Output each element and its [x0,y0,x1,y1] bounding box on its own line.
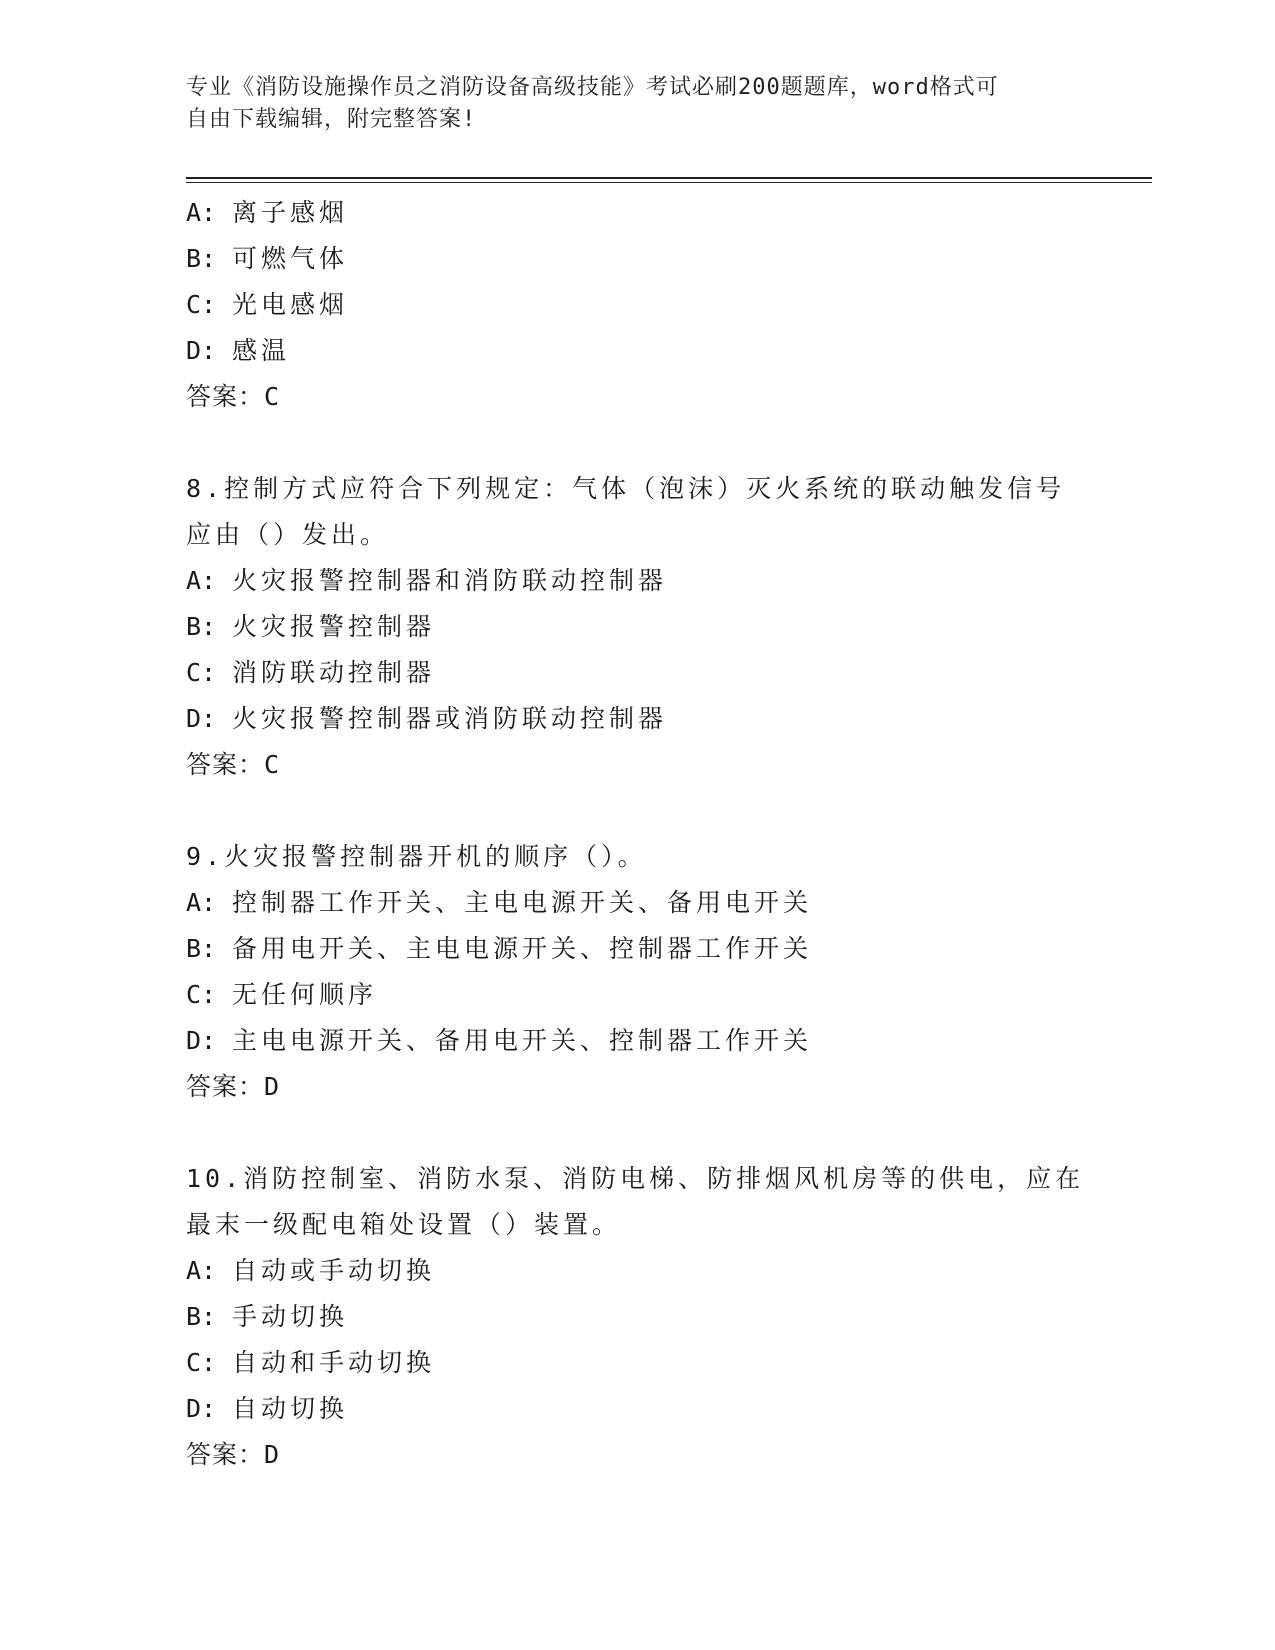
option-key: D: [186,1026,217,1055]
option-text: 火灾报警控制器和消防联动控制器 [232,566,668,595]
option-d [186,1018,1152,1064]
option-c [186,1340,1152,1386]
option-key: C: [186,980,217,1009]
question-stem: 最末一级配电箱处设置（）装置。 [186,1210,622,1239]
spacer [186,788,1152,834]
option-key: C: [186,1348,217,1377]
option-a [186,190,1152,236]
option-a [186,880,1152,926]
answer-line: 答案：C [186,382,281,411]
option-key: B: [186,934,217,963]
question-stem: 10.消防控制室、消防水泵、消防电梯、防排烟风机房等的供电，应在 [186,1164,1085,1193]
option-text: 光电感烟 [232,290,349,319]
header-divider [186,177,1152,183]
option-a [186,558,1152,604]
answer-line: 答案：D [186,1072,281,1101]
spacer [186,1110,1152,1156]
option-text: 自动切换 [232,1394,349,1423]
option-text: 主电电源开关、备用电开关、控制器工作开关 [232,1026,813,1055]
answer-line: 答案：D [186,1440,281,1469]
header-line-1: 专业《消防设施操作员之消防设备高级技能》考试必刷200题题库，word格式可 [186,75,999,100]
answer-line: 答案：C [186,750,281,779]
option-a [186,1248,1152,1294]
option-c [186,282,1152,328]
option-text: 无任何顺序 [232,980,378,1009]
option-b [186,926,1152,972]
option-text: 感温 [232,336,291,365]
option-text: 火灾报警控制器或消防联动控制器 [232,704,668,733]
option-key: D: [186,704,217,733]
question-list [186,190,1152,1478]
option-key: C: [186,290,217,319]
option-text: 自动或手动切换 [232,1256,436,1285]
option-key: B: [186,1302,217,1331]
option-b [186,236,1152,282]
option-key: A: [186,888,217,917]
question-block-9 [186,834,1152,1110]
option-key: D: [186,1394,217,1423]
option-c [186,650,1152,696]
option-text: 消防联动控制器 [232,658,436,687]
document-header [186,72,1066,136]
question-stem: 应由（）发出。 [186,520,390,549]
option-text: 控制器工作开关、主电电源开关、备用电开关 [232,888,813,917]
question-block-7 [186,190,1152,420]
option-key: B: [186,244,217,273]
option-key: D: [186,336,217,365]
option-d [186,1386,1152,1432]
option-text: 离子感烟 [232,198,349,227]
header-line-2: 自由下载编辑，附完整答案! [186,107,477,132]
option-d [186,328,1152,374]
option-key: A: [186,1256,217,1285]
option-text: 备用电开关、主电电源开关、控制器工作开关 [232,934,813,963]
option-b [186,604,1152,650]
question-block-8 [186,466,1152,788]
option-c [186,972,1152,1018]
option-d [186,696,1152,742]
option-key: A: [186,566,217,595]
question-stem: 8.控制方式应符合下列规定：气体（泡沫）灭火系统的联动触发信号 [186,474,1066,503]
option-text: 可燃气体 [232,244,349,273]
question-block-10 [186,1156,1152,1478]
spacer [186,420,1152,466]
option-b [186,1294,1152,1340]
option-key: B: [186,612,217,641]
option-text: 自动和手动切换 [232,1348,436,1377]
option-key: C: [186,658,217,687]
option-key: A: [186,198,217,227]
option-text: 火灾报警控制器 [232,612,436,641]
question-stem: 9.火灾报警控制器开机的顺序（）。 [186,842,647,871]
option-text: 手动切换 [232,1302,349,1331]
